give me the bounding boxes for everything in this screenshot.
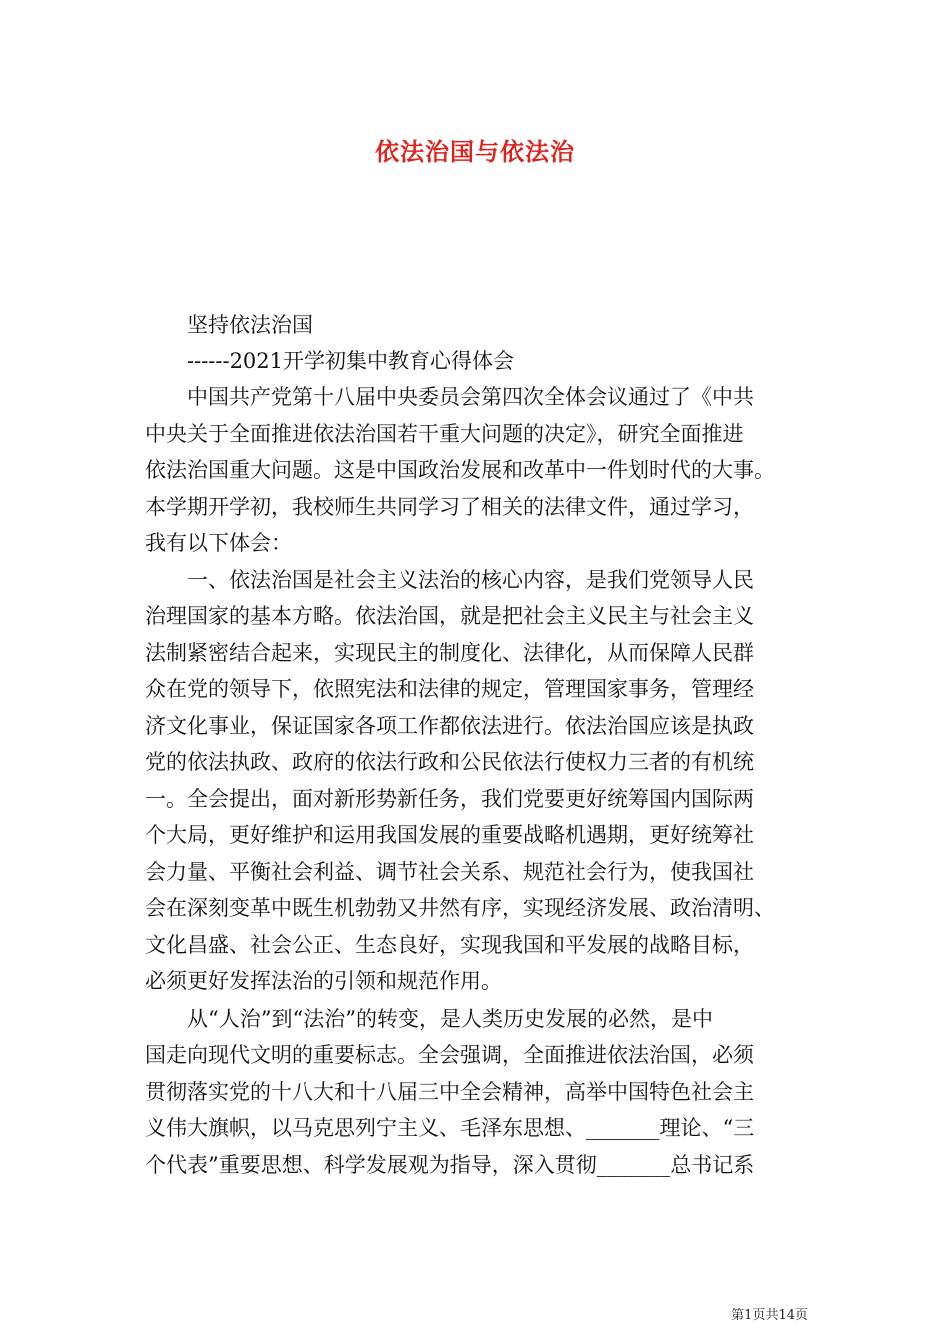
page-number: 第1页共14页 xyxy=(731,1308,808,1323)
paragraph-line: 中央关于全面推进依法治国若干重大问题的决定》，研究全面推进 xyxy=(145,422,744,446)
paragraph-line: 个大局，更好维护和运用我国发展的重要战略机遇期，更好统筹社 xyxy=(145,823,754,847)
paragraph-line: 依法治国重大问题。这是中国政治发展和改革中一件划时代的大事。 xyxy=(145,458,775,482)
paragraph-line: 本学期开学初，我校师生共同学习了相关的法律文件，通过学习， xyxy=(145,495,754,519)
paragraph-line: 一、依法治国是社会主义法治的核心内容，是我们党领导人民 xyxy=(187,568,754,592)
paragraph-line: 会在深刻变革中既生机勃勃又井然有序，实现经济发展、政治清明、 xyxy=(145,896,775,920)
paragraph-line: 党的依法执政、政府的依法行政和公民依法行使权力三者的有机统 xyxy=(145,750,754,774)
document-title: 依法治国与依法治 xyxy=(375,137,575,166)
paragraph-line: 会力量、平衡社会利益、调节社会关系、规范社会行为，使我国社 xyxy=(145,860,754,884)
paragraph-line: 我有以下体会： xyxy=(145,531,292,555)
subtitle-line: 坚持依法治国 xyxy=(187,313,313,337)
paragraph-line: 贯彻落实党的十八大和十八届三中全会精神，高举中国特色社会主 xyxy=(145,1080,754,1104)
paragraph-line: 济文化事业，保证国家各项工作都依法进行。依法治国应该是执政 xyxy=(145,714,754,738)
subtitle-line: ------2021开学初集中教育心得体会 xyxy=(187,349,515,373)
paragraph-line: 中国共产党第十八届中央委员会第四次全体会议通过了《中共 xyxy=(187,385,754,409)
paragraph-line: 治理国家的基本方略。依法治国，就是把社会主义民主与社会主义 xyxy=(145,604,754,628)
paragraph-line: 一。全会提出，面对新形势新任务，我们党要更好统筹国内国际两 xyxy=(145,787,754,811)
paragraph-line: 必须更好发挥法治的引领和规范作用。 xyxy=(145,969,502,993)
paragraph-line: 从“人治”到“法治”的转变，是人类历史发展的必然，是中 xyxy=(187,1007,713,1031)
paragraph-line: 众在党的领导下，依照宪法和法律的规定，管理国家事务，管理经 xyxy=(145,677,754,701)
paragraph-line: 法制紧密结合起来，实现民主的制度化、法律化，从而保障人民群 xyxy=(145,641,754,665)
paragraph-line: 国走向现代文明的重要标志。全会强调，全面推进依法治国，必须 xyxy=(145,1043,754,1067)
paragraph-line: 文化昌盛、社会公正、生态良好，实现我国和平发展的战略目标， xyxy=(145,933,754,957)
paragraph-line: 个代表”重要思想、科学发展观为指导，深入贯彻_______总书记系 xyxy=(145,1153,755,1177)
paragraph-line: 义伟大旗帜，以马克思列宁主义、毛泽东思想、_______理论、“三 xyxy=(145,1116,755,1140)
